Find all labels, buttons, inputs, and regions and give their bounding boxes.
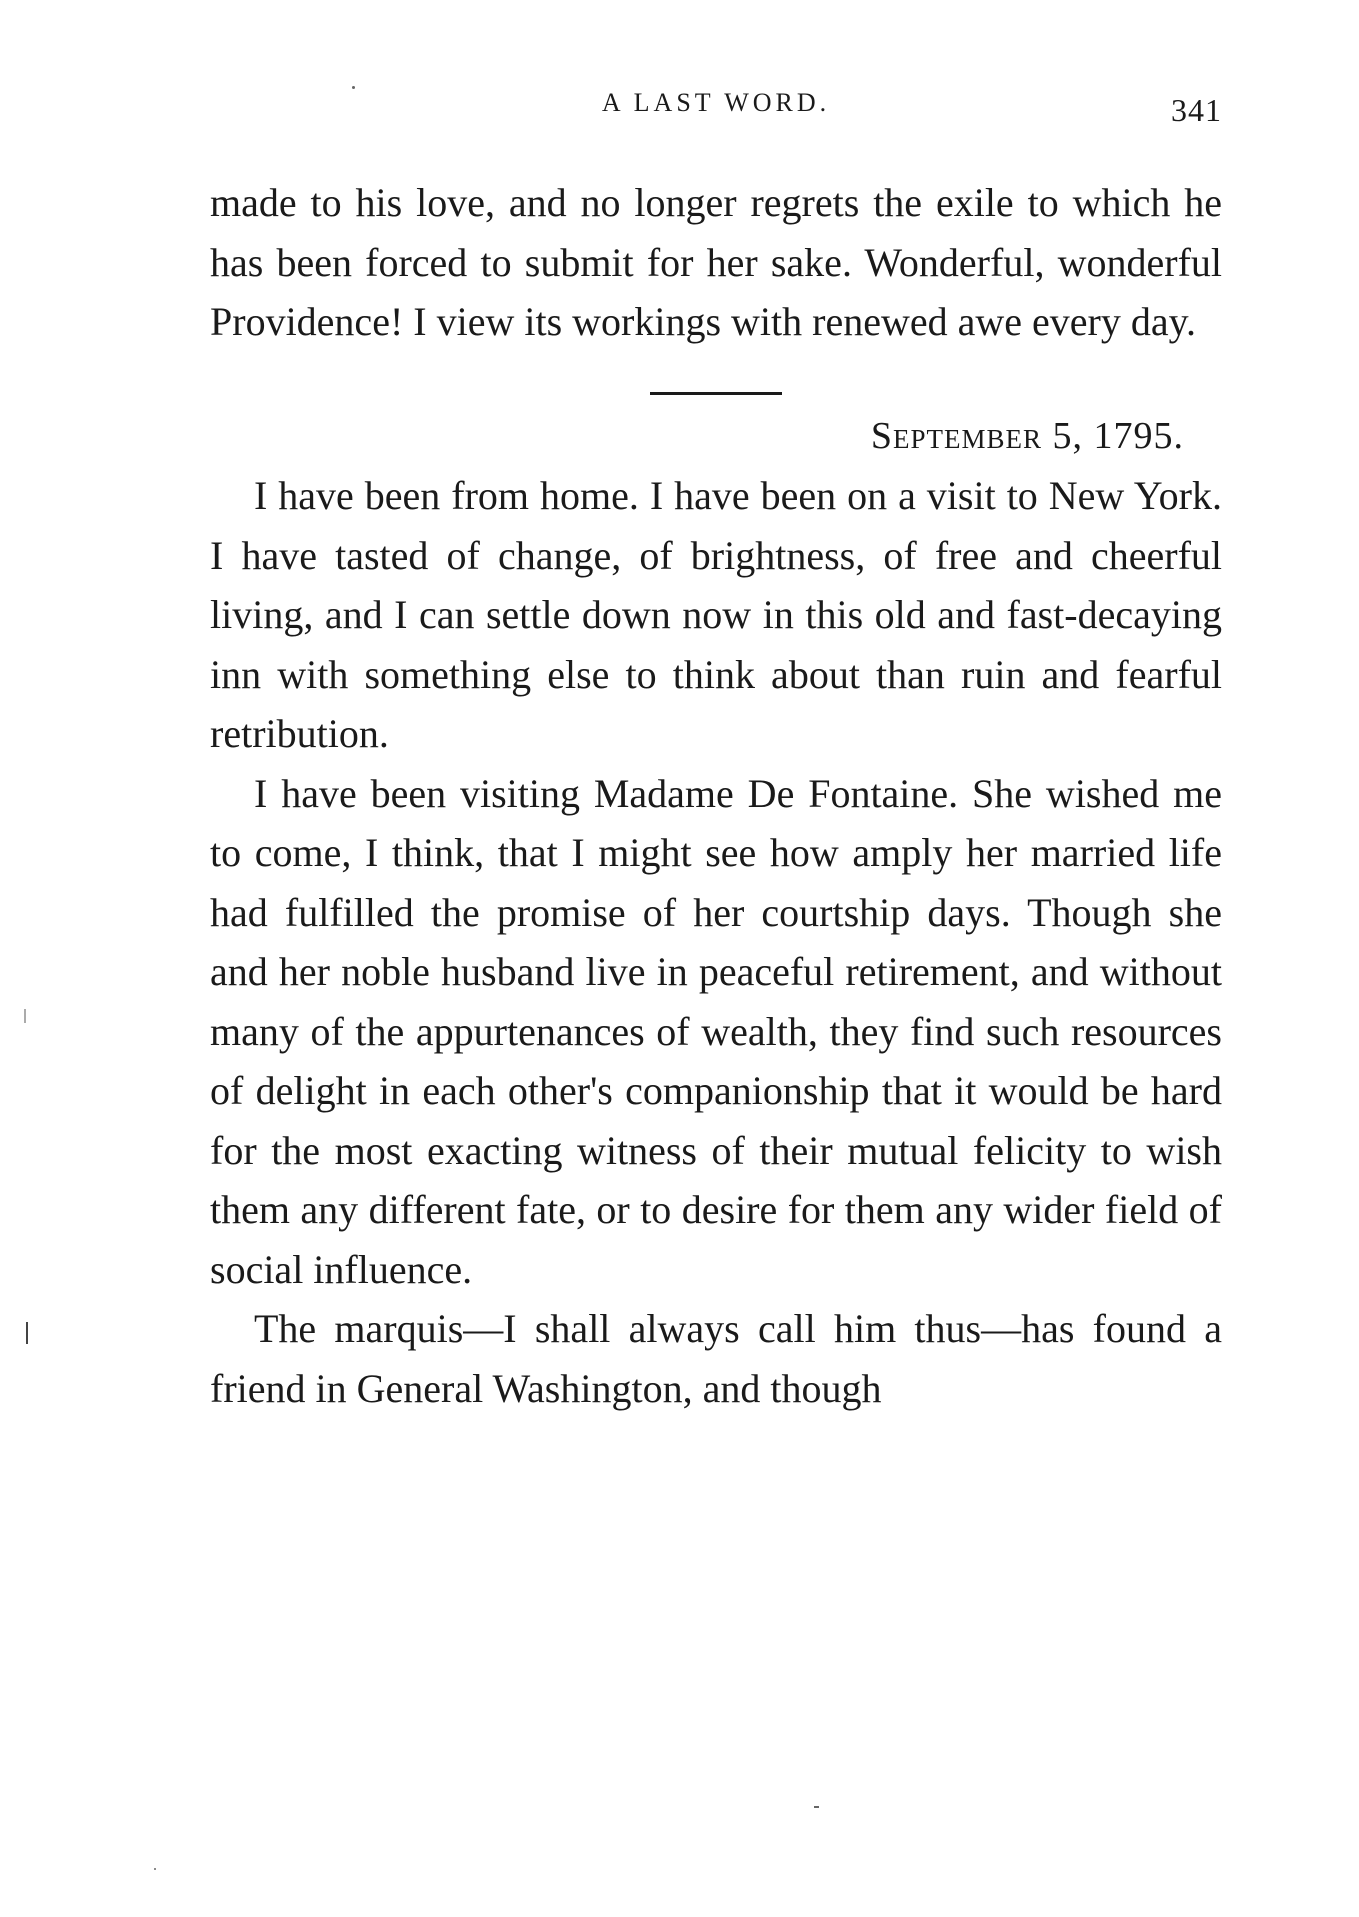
paragraph-home-visit: I have been from home. I have been on a visit to New York. I have tasted of change, of brightness, of free and cheerful living, and I can settle down now in this old and fast-decaying inn with something else to think about than ruin and fearful retribution.: [210, 473, 1222, 756]
scan-speck: [154, 1868, 156, 1870]
paragraph-madame-de-fontaine: I have been visiting Madame De Fontaine. She wished me to come, I think, that I might see how amply her married life had fulfilled the promise of her courtship days. Though she and her noble husband live in peaceful retirement, and without many of the appurtenances of wealth, they find such resources of delight in each other's companionship that it would be hard for the most exacting witness of their mutual felicity to wish them any different fate, or to desire for them any wider field of social influence.: [210, 770, 1222, 1292]
running-title: A LAST WORD.: [601, 88, 831, 117]
date-text: September 5, 1795.: [870, 414, 1184, 457]
scan-speck: [352, 86, 355, 89]
paragraph-marquis: The marquis—I shall always call him thus—has found a friend in General Washington, and though: [210, 1306, 1222, 1411]
scan-mark: [24, 1009, 26, 1023]
scan-speck: [814, 1806, 819, 1808]
text-block: [210, 173, 1222, 1418]
running-head: [210, 88, 1222, 132]
section-divider: [650, 392, 782, 395]
scan-mark: [26, 1322, 28, 1344]
continuation-paragraph: made to his love, and no longer regrets the exile to which he has been forced to submit for her sake. Wonderful, wonderful Providence! I view its workings with renewed awe every day.: [210, 180, 1222, 344]
page-number: 341: [1171, 92, 1222, 128]
date-line: [210, 407, 1222, 467]
